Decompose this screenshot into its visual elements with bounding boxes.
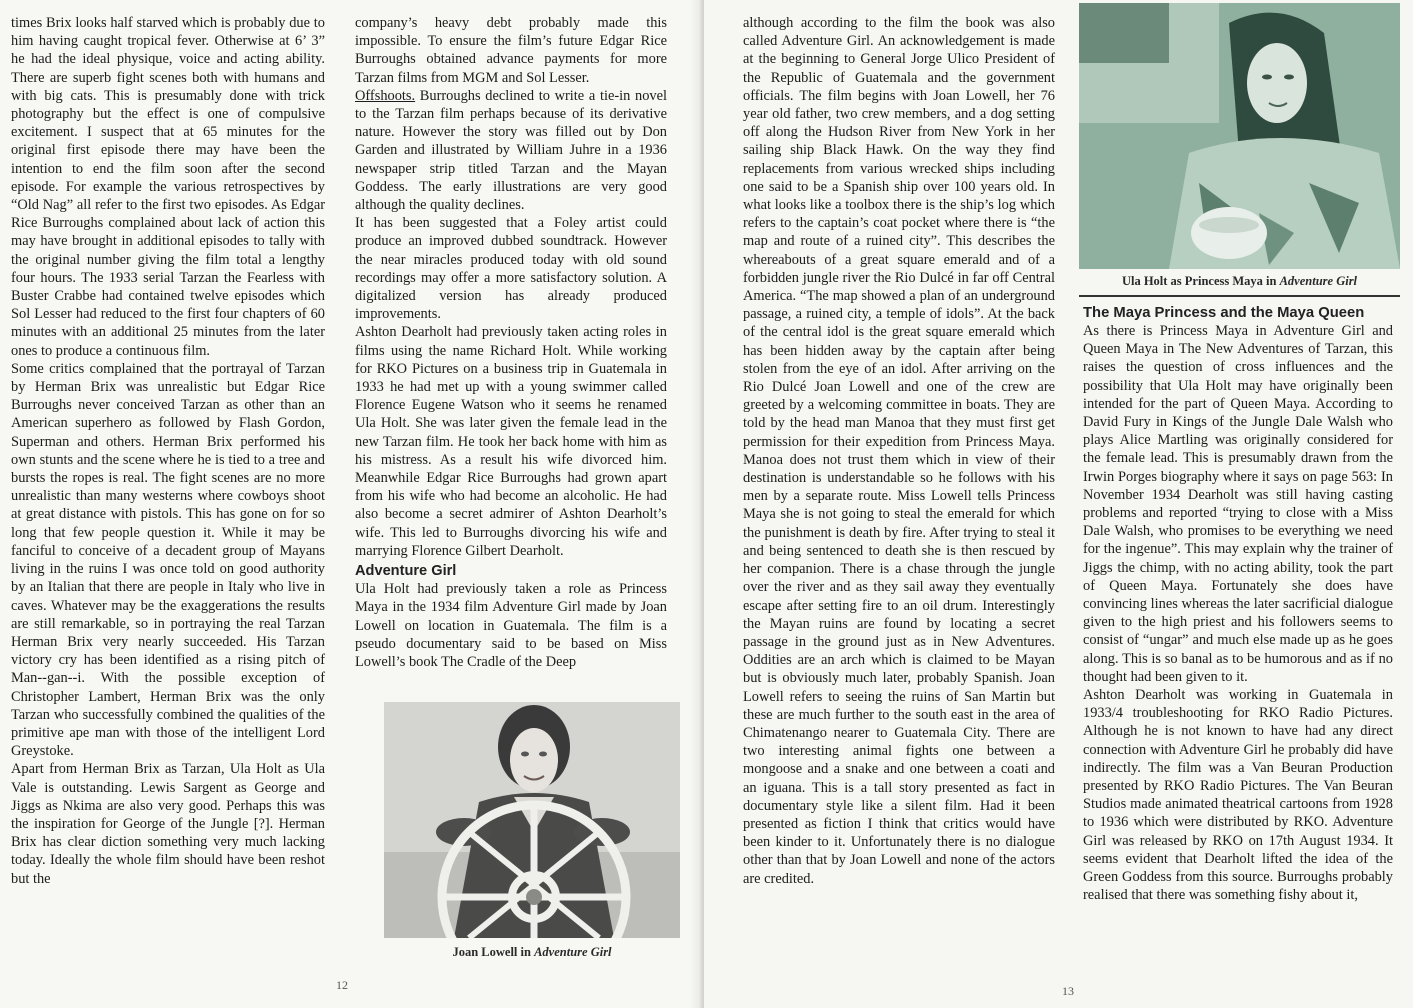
caption-film-title: Adventure Girl bbox=[534, 945, 612, 959]
section-heading-adventure-girl: Adventure Girl bbox=[355, 563, 457, 580]
joan-lowell-photo-illustration bbox=[384, 702, 680, 938]
right-column-1 bbox=[743, 14, 1055, 888]
paragraph: Some critics complained that the portrayal of Tarzan by Herman Brix was unrealistic but Edgar Rice Burroughs never conceived Tarzan as other than an American superhero as followed by Flash Gordon, Superman and others. Herman Brix performed his own stunts and the scene where he is tied to a tree and bursts the ropes is real. The fight scenes are no more unrealistic than many westerns where cowboys shoot at great distance with pistols. This has gone on for so long that few people question it. While it may be fanciful to conceive of a decadent group of Mayans living in the ruins I was once told on good authority by an Italian that there are people in Italy who live in caves. Whatever may be the exaggerations the results are still remarkable, so in portraying the real Tarzan Herman Brix very nearly succeeded. His Tarzan victory cry has been identified as a rising pitch of Man--gan--i. With the possible exception of Christopher Lambert, Herman Brix was the only Tarzan who successfully combined the qualities of the primitive ape man with those of the intelligent Lord Greystoke. bbox=[11, 360, 325, 760]
paragraph: Ashton Dearholt was working in Guatemala in 1933/4 troubleshooting for RKO Radio Pictures. Although he is not known to have had any direct connection with Adventure Girl he probably did have indirectly. The film was a Van Beuran Production presented by RKO Radio Pictures. The Van Beuran Studios made animated theatrical cartoons from 1928 to 1936 which were distributed by RKO. Adventure Girl was released by RKO on 17th August 1934. It seems evident that Dearholt lifted the idea of the Green Goddess from this source. Burroughs probably realised that there was something fishy about it, bbox=[1083, 687, 1393, 904]
caption-divider bbox=[1079, 295, 1400, 297]
paragraph: It has been suggested that a Foley artist could produce an improved dubbed soundtrack. However the near miracles produced today with old sound recordings may offer a more satisfactory solution. A digitalized version has already produced improvements. bbox=[355, 215, 667, 323]
ula-holt-photo-illustration bbox=[1079, 3, 1400, 269]
paragraph: Apart from Herman Brix as Tarzan, Ula Holt as Ula Vale is outstanding. Lewis Sargent as George and Jiggs as Nkima are also very good. Perhaps this was the inspiration for George of the Jungle [?]. Herman Brix has clear diction something very much lacking today. Ideally the whole film should have been reshot but the bbox=[11, 761, 325, 887]
paragraph: Ashton Dearholt had previously taken acting roles in films using the name Richard Holt. While working for RKO Pictures on a business trip in Guatemala in 1933 he had met up with a young swimmer called Florence Eugene Watson who it seems he renamed Ula Holt. She was later given the female lead in the new Tarzan film. He took her back home with him as his mistress. As a result his wife divorced him. Meanwhile Edgar Rice Burroughs had grown apart from his wife who had become an alcoholic. He had also become a secret admirer of Ashton Dearholt’s wife. This led to Burroughs divorcing his wife and marrying Florence Gilbert Dearholt. bbox=[355, 324, 667, 559]
caption-film-title: Adventure Girl bbox=[1279, 274, 1358, 288]
page-number-right: 13 bbox=[1062, 984, 1074, 998]
paragraph: times Brix looks half starved which is probably due to him having caught tropical fever. Otherwise at 6’ 3” he had the ideal physique, voice and acting ability. There are superb fight scenes both with humans and with big cats. This is presumably done with trick photography but the effect is one of compulsive excitement. I suspect that at 65 minutes for the original first episode there may have been the intention to end the film soon after the second episode. For example the various retrospectives by “Old Nag” all refer to the first two episodes. As Edgar Rice Burroughs complained about lack of action this may have brought in additional episodes to tally with the original number giving the film total a lengthy four hours. The 1933 serial Tarzan the Fearless with Buster Crabbe had contained twelve episodes which Sol Lesser had reduced to the first four chapters of 60 minutes with an additional 25 minutes from the later ones to produce a continuous film. bbox=[11, 15, 325, 359]
left-column-1 bbox=[11, 14, 325, 888]
paragraph: although according to the film the book was also called Adventure Girl. An acknowledgement is made at the beginning to General Jorge Ulico President of the Republic of Guatemala and the government officials. The film begins with Joan Lowell, her 76 year old father, two crew members, and a dog setting off along the Hudson River from New York in her sailing ship Black Hawk. On the way they find replacements from various wrecked ships including one said to be a Spanish ship over 100 years old. In what looks like a toolbox there is the ship’s log which refers to the captain’s coat pocket where there is “the map and route of a ruined city”. This describes the whereabouts of a great square emerald and of a forbidden jungle river the Rio Dulcé in far off Central America. “The map showed a plan of an underground passage, a ruined city, a temple of idols”. At the back of the central idol is the great square emerald which has been hidden away by the captain after being stolen from the eye of an idol. After arriving on the Rio Dulcé Joan Lowell and one of the crew are greeted by a welcoming committee in boats. They are told by the head man Manoa that they must first get permission for their expedition from Princess Maya. Manoa does not trust them which in view of their destination is understandable so he follows with his men by a separate route. Miss Lowell tells Princess Maya she is not going to steal the emerald for which the punishment is death by fire. After trying to steal it and being sentenced to death she is then rescued by her companion. There is a chase through the jungle over the river and as they sail away they eventually escape after setting fire to an oil drum. Interestingly the Mayan ruins are found by locating a secret passage in the ground just as in New Adventures. Oddities are an arch which is claimed to be Mayan but is obviously much later, probably Spanish. Joan Lowell refers to seeing the ruins of San Martin but these are much further to the south east in the area of Chimatenango nearer to Guatemala City. There are two interesting animal fights one between a mongoose and a snake and one between a coati and an iguana. This is a tall story presented as fact in documentary style like a silent film. Had it been presented as fiction I think that critics would have been kinder to it. Unfortunately there is no dialogue other than that by Joan Lowell and none of the actors are credited. bbox=[743, 15, 1055, 887]
right-column-2 bbox=[1083, 304, 1393, 905]
paragraph: company’s heavy debt probably made this impossible. To ensure the film’s future Edgar Rice Burroughs obtained advance payments for more Tarzan films from MGM and Sol Lesser. bbox=[355, 15, 667, 86]
ula-holt-caption bbox=[1079, 274, 1400, 289]
offshoots-text: Burroughs declined to write a tie-in novel to the Tarzan film perhaps because of its derivative nature. However the story was filled out by Don Garden and illustrated by William Juhre in a 1936 newspaper strip titled Tarzan and the Mayan Goddess. The early illustrations are very good although the quality declines. bbox=[355, 87, 667, 214]
ula-holt-photo bbox=[1079, 3, 1400, 269]
paragraph: Ula Holt had previously taken a role as Princess Maya in the 1934 film Adventure Girl made by Joan Lowell on location in Guatemala. The film is a pseudo documentary said to be based on Miss Lowell’s book The Cradle of the Deep bbox=[355, 581, 667, 670]
joan-lowell-photo bbox=[384, 702, 680, 938]
caption-text: Ula Holt as Princess Maya in bbox=[1121, 274, 1280, 288]
paragraph: As there is Princess Maya in Adventure Girl and Queen Maya in The New Adventures of Tarzan, this raises the question of cross influences and the possibility that Ula Holt may have originally been intended for the part of Queen Maya. According to David Fury in Kings of the Jungle Dale Walsh who plays Alice Martling was originally considered for the female lead. This is presumably drawn from the Irwin Porges biography where it says on page 563: In November 1934 Dearholt was still having casting problems and reported “trying to close with a Miss Dale Walsh, who promises to be everything we need for the ingenue”. This may explain why the trainer of Jiggs the chimp, with no acting ability, took the part of Queen Maya. Fortunately she does have convincing lines whereas the later sacrificial dialogue given to the high priest and his followers seems to consist of “ungar” and much else made up as he goes along. This is so banal as to be humorous and as if no thought had been given to it. bbox=[1083, 323, 1393, 685]
offshoots-label: Offshoots. bbox=[355, 87, 416, 104]
caption-text: Joan Lowell in bbox=[452, 945, 535, 959]
joan-lowell-caption bbox=[384, 945, 680, 960]
page-number-left: 12 bbox=[336, 978, 348, 992]
section-heading-maya-princess-queen: The Maya Princess and the Maya Queen bbox=[1083, 305, 1365, 321]
left-column-2 bbox=[355, 14, 667, 671]
paragraph-offshoots bbox=[355, 87, 667, 214]
left-page bbox=[0, 0, 700, 1008]
